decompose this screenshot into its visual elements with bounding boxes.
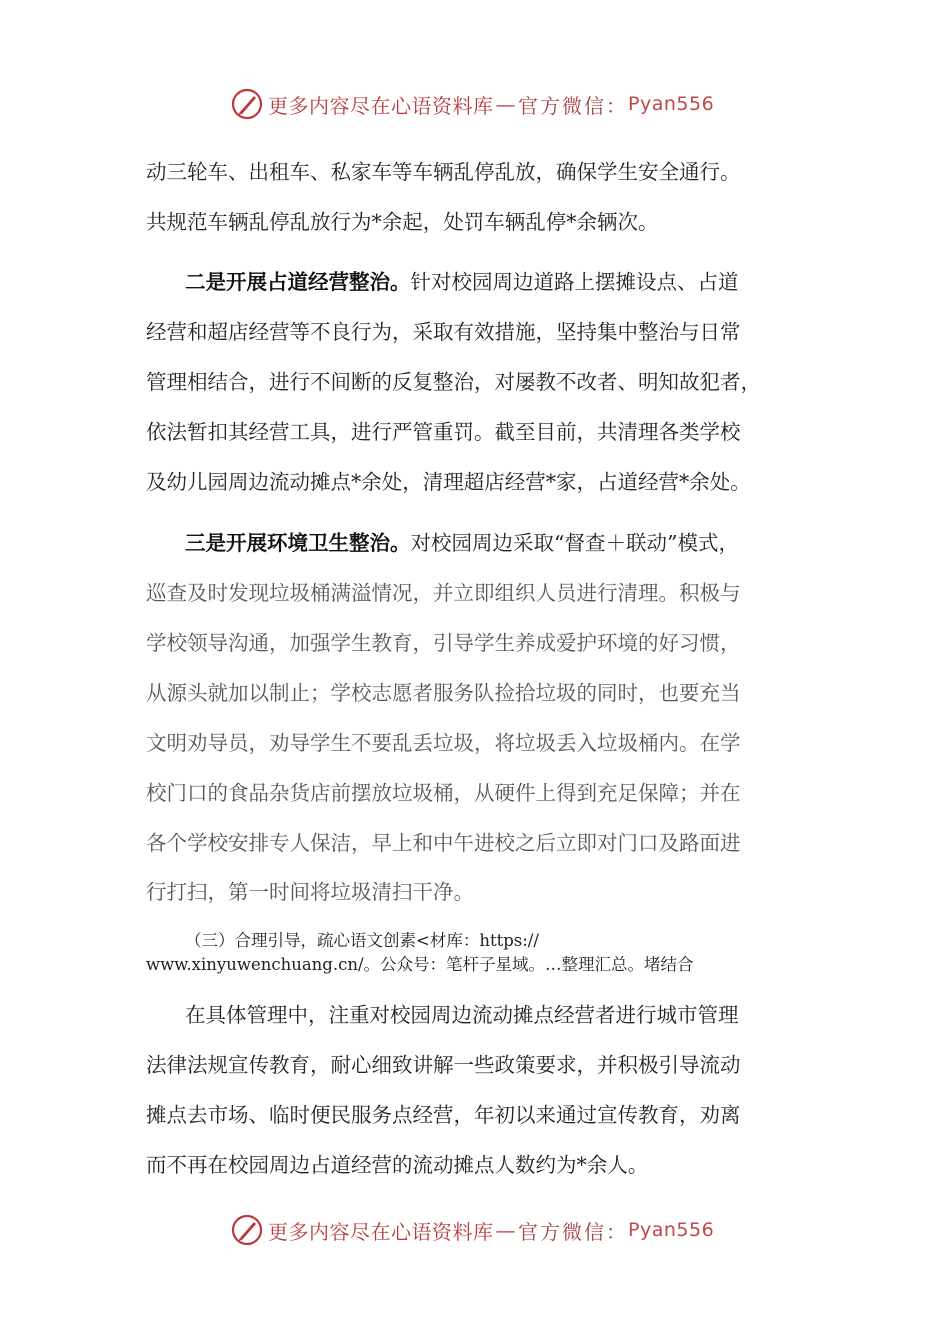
- paragraph-text: 对校园周边采取“督查＋联动”模式，: [410, 531, 739, 555]
- banner-wechat-id: Pyan556: [628, 93, 715, 115]
- banner-separator: —: [495, 1218, 516, 1242]
- paragraph-line: 及幼儿园周边流动摊点*余处，清理超店经营*家，占道经营*余处。: [146, 470, 751, 494]
- paragraph-line: 摊点去市场、临时便民服务点经营，年初以来通过宣传教育，劝离: [146, 1103, 741, 1127]
- pen-logo-icon: [230, 87, 264, 121]
- banner-separator: —: [495, 92, 516, 116]
- paragraph-line: 从源头就加以制止；学校志愿者服务队捡拾垃圾的同时，也要充当: [146, 681, 741, 705]
- paragraph-line: 而不再在校园周边占道经营的流动摊点人数约为*余人。: [146, 1153, 649, 1177]
- banner-label: 官方微信：: [518, 1219, 628, 1244]
- section-heading-cont: www.xinyuwenchuang.cn/。公众号：笔杆子星域。…整理汇总。堵结合: [146, 955, 694, 974]
- paragraph-line: 文明劝导员，劝导学生不要乱丢垃圾，将垃圾丢入垃圾桶内。在学: [146, 731, 741, 755]
- banner-title: 更多内容尽在心语资料库: [268, 93, 494, 118]
- paragraph-heading: 二是开展占道经营整治。: [185, 270, 411, 294]
- section-heading: （三）合理引导，疏心语文创素<材库：https://: [185, 931, 539, 950]
- footer-banner: [230, 1210, 750, 1250]
- paragraph-line: 管理相结合，进行不间断的反复整治，对屡教不改者、明知故犯者，: [146, 370, 761, 394]
- pen-logo-icon: [230, 1213, 264, 1247]
- paragraph-line: [185, 528, 739, 558]
- paragraph-line: 巡查及时发现垃圾桶满溢情况，并立即组织人员进行清理。积极与: [146, 581, 741, 605]
- paragraph-line: 学校领导沟通，加强学生教育，引导学生养成爱护环境的好习惯，: [146, 631, 741, 655]
- paragraph-line: 法律法规宣传教育，耐心细致讲解一些政策要求，并积极引导流动: [146, 1053, 741, 1077]
- paragraph-heading: 三是开展环境卫生整治。: [185, 531, 411, 555]
- banner-label: 官方微信：: [518, 93, 628, 118]
- paragraph-line: 经营和超店经营等不良行为，采取有效措施，坚持集中整治与日常: [146, 320, 741, 344]
- banner-wechat-id: Pyan556: [628, 1219, 715, 1241]
- paragraph-line: 动三轮车、出租车、私家车等车辆乱停乱放，确保学生安全通行。: [146, 160, 741, 184]
- paragraph-line: 校门口的食品杂货店前摆放垃圾桶，从硬件上得到充足保障；并在: [146, 781, 741, 805]
- header-banner: [230, 84, 750, 124]
- paragraph-line: 依法暂扣其经营工具，进行严管重罚。截至目前，共清理各类学校: [146, 420, 741, 444]
- paragraph-line: 行打扫，第一时间将垃圾清扫干净。: [146, 880, 474, 904]
- paragraph-line: 在具体管理中，注重对校园周边流动摊点经营者进行城市管理: [185, 1003, 739, 1027]
- paragraph-line: 共规范车辆乱停乱放行为*余起，处罚车辆乱停*余辆次。: [146, 210, 659, 234]
- paragraph-line: 各个学校安排专人保洁，早上和中午进校之后立即对门口及路面进: [146, 831, 741, 855]
- paragraph-text: 针对校园周边道路上摆摊设点、占道: [410, 270, 739, 294]
- paragraph-line: [185, 267, 739, 297]
- banner-title: 更多内容尽在心语资料库: [268, 1219, 494, 1244]
